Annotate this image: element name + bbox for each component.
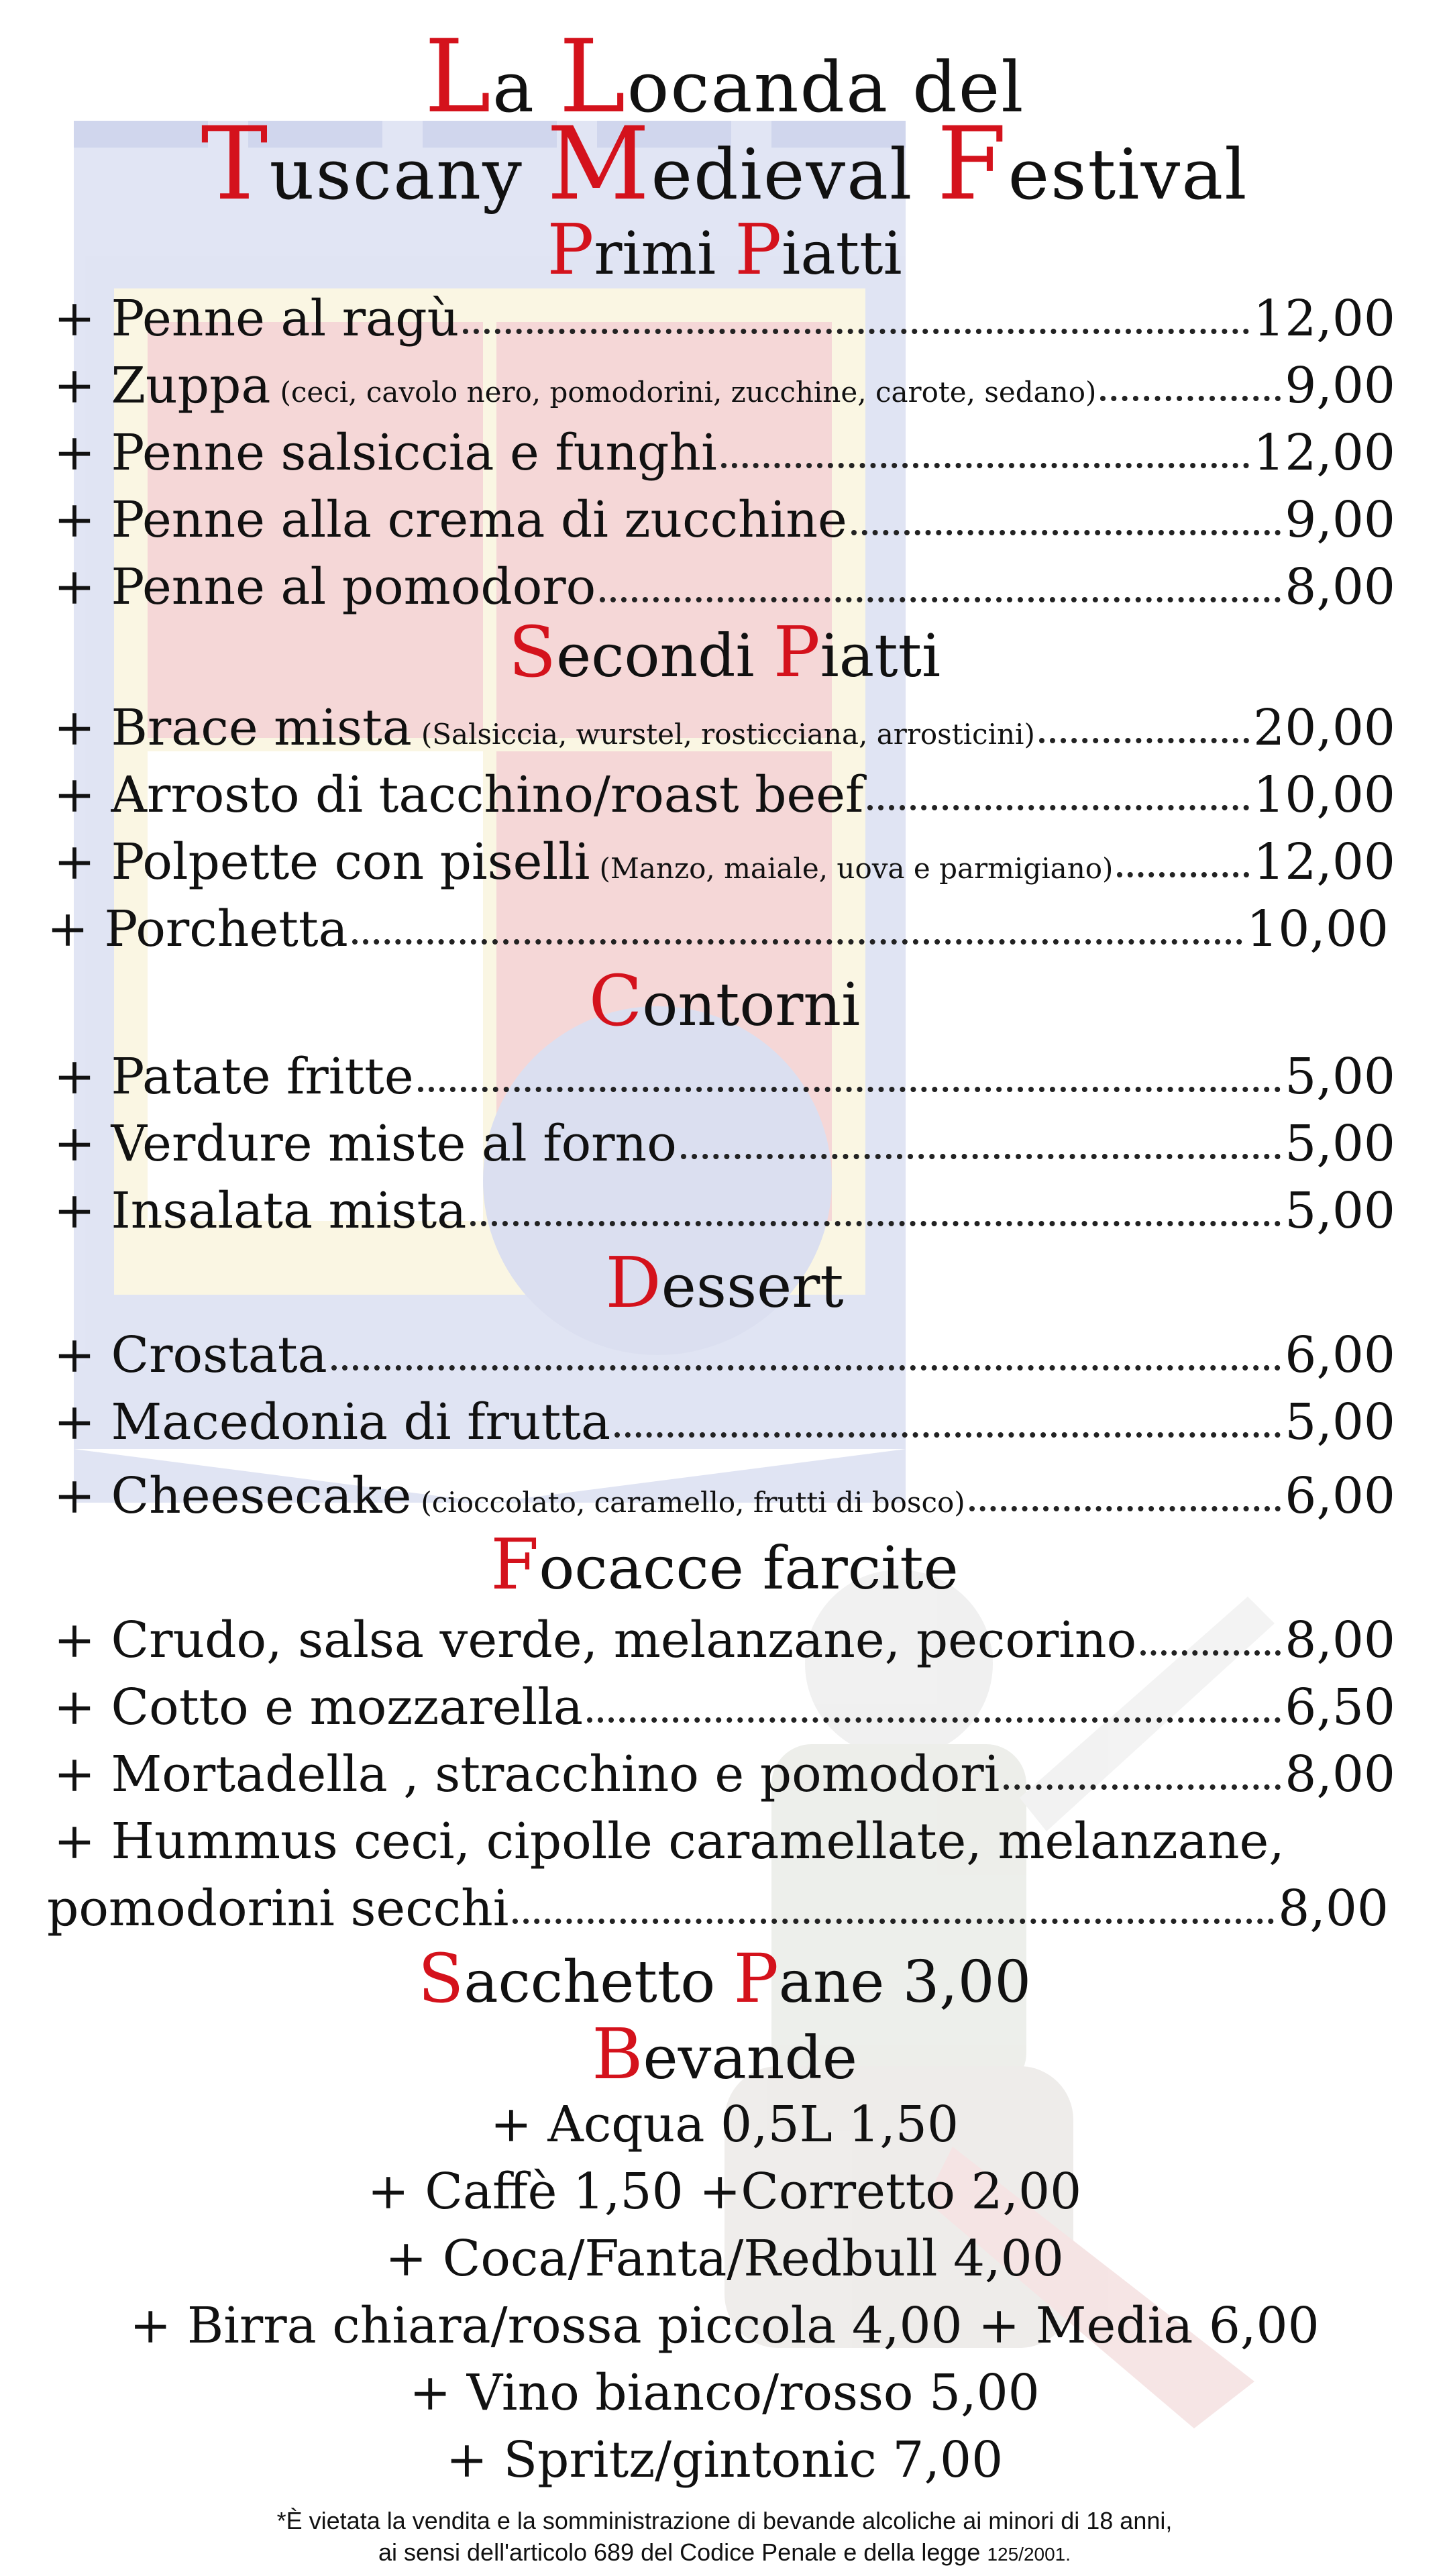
menu-item: + Verdure miste al forno 5,00 (54, 1115, 1395, 1173)
alcohol-disclaimer (0, 2506, 1449, 2569)
menu-item: pomodorini secchi 8,00 (47, 1880, 1389, 1937)
section-heading-secondi-piatti: Secondi Piatti (508, 611, 941, 693)
disclaimer-line-1: *È vietata la vendita e la somministrazione di bevande alcoliche ai minori di 18 anni, (276, 2507, 1173, 2534)
menu-item: + Zuppa (ceci, cavolo nero, pomodorini, zucchine, carote, sedano) 9,00 (54, 357, 1395, 415)
menu-item: + Penne al ragù 12,00 (54, 290, 1395, 347)
disclaimer-line-2: ai sensi dell'articolo 689 del Codice Penale e della legge 125/2001. (378, 2538, 1071, 2566)
drink-item: + Spritz/gintonic 7,00 (445, 2431, 1004, 2489)
menu-item: + Crudo, salsa verde, melanzane, pecorino 8,00 (54, 1611, 1395, 1669)
drink-item: + Birra chiara/rossa piccola 4,00 + Media 6,00 (129, 2297, 1320, 2355)
menu-item: + Penne alla crema di zucchine 9,00 (54, 491, 1395, 549)
section-heading-primi-piatti: Primi Piatti (547, 209, 902, 290)
section-heading-contorni: Contorni (588, 960, 861, 1042)
section-heading-bevande: Bevande (592, 2013, 857, 2095)
section-heading-focacce-farcite: Focacce farcite (490, 1523, 959, 1605)
menu-item: + Mortadella , stracchino e pomodori 8,00 (54, 1746, 1395, 1803)
drink-item: + Acqua 0,5L 1,50 (490, 2096, 959, 2153)
menu-item: + Insalata mista 5,00 (54, 1182, 1395, 1240)
section-heading-dessert: Dessert (605, 1242, 844, 1324)
menu-item-line-1: + Hummus ceci, cipolle caramellate, melanzane, (54, 1813, 1285, 1870)
drink-item: + Coca/Fanta/Redbull 4,00 (385, 2230, 1064, 2288)
menu-title-line-2: Tuscany Medieval Festival (201, 106, 1248, 223)
menu-item: + Polpette con piselli (Manzo, maiale, uova e parmigiano) 12,00 (54, 833, 1395, 891)
menu-item: + Brace mista (Salsiccia, wurstel, rosticciana, arrosticini) 20,00 (54, 699, 1395, 757)
menu-item: + Arrosto di tacchino/roast beef 10,00 (54, 766, 1395, 824)
menu-item: + Patate fritte 5,00 (54, 1048, 1395, 1106)
menu-item: + Porchetta 10,00 (47, 900, 1389, 958)
menu-item: + Macedonia di frutta 5,00 (54, 1393, 1395, 1451)
menu-item: + Cotto e mozzarella 6,50 (54, 1678, 1395, 1736)
menu-title-line-1: La Locanda del (424, 19, 1025, 136)
menu-item: + Cheesecake (cioccolato, caramello, frutti di bosco) 6,00 (54, 1467, 1395, 1525)
drink-item: + Vino bianco/rosso 5,00 (409, 2364, 1040, 2422)
menu-item: + Penne al pomodoro 8,00 (54, 558, 1395, 616)
menu-item: + Penne salsiccia e funghi 12,00 (54, 424, 1395, 482)
bread-bag-price: Sacchetto Pane 3,00 (417, 1939, 1032, 2018)
menu-item: + Crostata 6,00 (54, 1326, 1395, 1384)
drink-item: + Caffè 1,50 +Corretto 2,00 (367, 2163, 1082, 2220)
